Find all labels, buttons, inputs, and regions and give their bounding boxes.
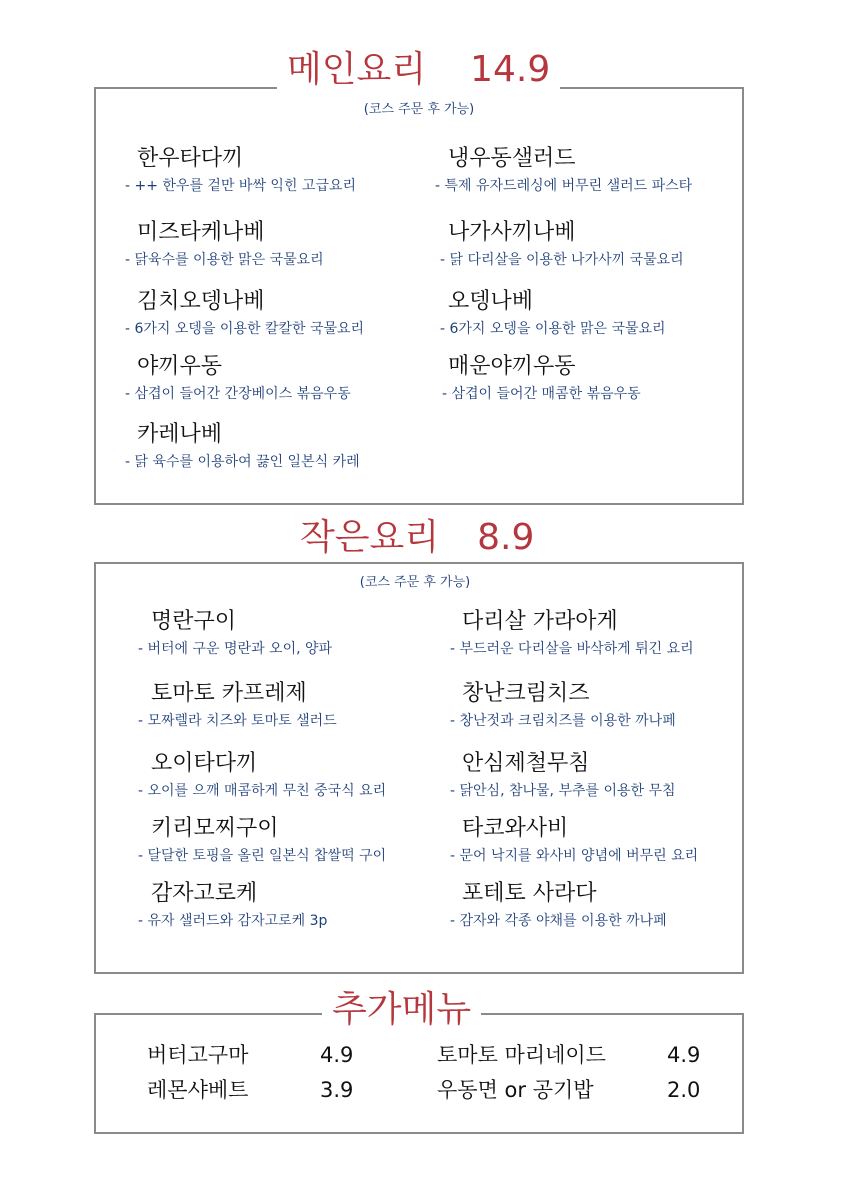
menu-item: [435, 145, 692, 196]
menu-item: [138, 750, 386, 801]
menu-item: [450, 880, 667, 931]
menu-item: [138, 880, 327, 931]
menu-item-name: 한우타다끼: [137, 146, 244, 171]
main-menu-price: 14.9: [470, 49, 551, 90]
menu-item: [125, 145, 356, 196]
menu-item: [450, 815, 698, 866]
extra-item-price: 4.9: [320, 1043, 354, 1067]
menu-item-name: 타코와사비: [462, 816, 569, 841]
menu-item-name: 포테토 사라다: [462, 881, 597, 906]
menu-item-name: 미즈타케나베: [137, 220, 265, 245]
menu-item: [125, 219, 324, 270]
menu-item-name: 토마토 카프레제: [151, 681, 307, 706]
extra-item-name: 우동면 or 공기밥: [437, 1078, 594, 1102]
menu-item-name: 오뎅나베: [448, 289, 534, 314]
menu-item-desc: - 삼겹이 들어간 매콤한 볶음우동: [442, 386, 641, 402]
menu-item: [440, 219, 684, 270]
menu-item-desc: - 6가지 오뎅을 이용한 맑은 국물요리: [440, 321, 666, 337]
menu-item-name: 카레나베: [137, 422, 223, 447]
menu-item-desc: - 문어 낙지를 와사비 양념에 버무린 요리: [450, 848, 699, 864]
small-menu-title: 작은요리: [300, 517, 440, 558]
menu-item-desc: - 버터에 구운 명란과 오이, 양파: [138, 641, 333, 657]
menu-item-desc: - 창난젓과 크림치즈를 이용한 까나페: [450, 713, 676, 729]
menu-item-desc: - 닭안심, 참나물, 부추를 이용한 무침: [450, 783, 676, 799]
menu-item-desc: - 부드러운 다리살을 바삭하게 튀긴 요리: [450, 641, 694, 657]
extra-item-price: 2.0: [667, 1078, 701, 1102]
menu-item-name: 키리모찌구이: [151, 816, 279, 841]
menu-item-name: 나가사끼나베: [448, 220, 576, 245]
menu-item-name: 오이타다끼: [151, 751, 258, 776]
menu-item: [450, 750, 676, 801]
menu-item: [442, 353, 641, 404]
menu-item-desc: - 유자 샐러드와 감자고로케 3p: [138, 913, 328, 929]
menu-item: [450, 608, 694, 659]
menu-item-name: 창난크림치즈: [462, 681, 590, 706]
menu-item: [125, 288, 364, 339]
small-menu-note: (코스 주문 후 가능): [359, 575, 471, 590]
extra-item-name: 토마토 마리네이드: [437, 1043, 606, 1067]
menu-item-name: 냉우동샐러드: [448, 146, 576, 171]
menu-item-desc: - 오이를 으깨 매콤하게 무친 중국식 요리: [138, 783, 387, 799]
menu-item: [138, 815, 386, 866]
small-menu-heading: [290, 516, 544, 560]
menu-item-desc: - 닭육수를 이용한 맑은 국물요리: [125, 252, 324, 268]
main-menu-heading: [277, 48, 560, 92]
extra-menu-heading: [322, 988, 481, 1032]
menu-item-desc: - 감자와 각종 야채를 이용한 까나페: [450, 913, 667, 929]
menu-item-name: 김치오뎅나베: [137, 289, 265, 314]
extra-menu-title: 추가메뉴: [332, 989, 472, 1030]
menu-item: [440, 288, 666, 339]
menu-item-desc: - 특제 유자드레싱에 버무린 샐러드 파스타: [435, 178, 693, 194]
menu-item: [138, 608, 332, 659]
main-menu-title: 메인요리: [287, 49, 427, 90]
menu-item: [125, 421, 360, 472]
extra-item-price: 4.9: [667, 1043, 701, 1067]
small-menu-price: 8.9: [477, 517, 535, 558]
menu-item-name: 안심제철무침: [462, 751, 590, 776]
main-menu-note: (코스 주문 후 가능): [363, 102, 475, 117]
menu-item-name: 다리살 가라아게: [462, 609, 618, 634]
menu-item: [125, 353, 351, 404]
menu-item-name: 매운야끼우동: [448, 354, 576, 379]
menu-item-desc: - 6가지 오뎅을 이용한 칼칼한 국물요리: [125, 321, 365, 337]
extra-item-name: 버터고구마: [147, 1043, 249, 1067]
extra-item-name: 레몬샤베트: [147, 1078, 249, 1102]
menu-item-name: 감자고로케: [151, 881, 258, 906]
menu-item-desc: - 닭 육수를 이용하여 끓인 일본식 카레: [125, 454, 360, 470]
menu-item-desc: - 삼겹이 들어간 간장베이스 볶음우동: [125, 386, 351, 402]
menu-item: [138, 680, 337, 731]
menu-item-desc: - 달달한 토핑을 올린 일본식 찹쌀떡 구이: [138, 848, 387, 864]
menu-item-name: 명란구이: [151, 609, 237, 634]
menu-item-desc: - ++ 한우를 겉만 바싹 익힌 고급요리: [125, 178, 357, 194]
extra-item-price: 3.9: [320, 1078, 354, 1102]
menu-item-desc: - 닭 다리살을 이용한 나가사끼 국물요리: [440, 252, 684, 268]
menu-item: [450, 680, 676, 731]
menu-item-name: 야끼우동: [137, 354, 223, 379]
menu-item-desc: - 모짜렐라 치즈와 토마토 샐러드: [138, 713, 337, 729]
